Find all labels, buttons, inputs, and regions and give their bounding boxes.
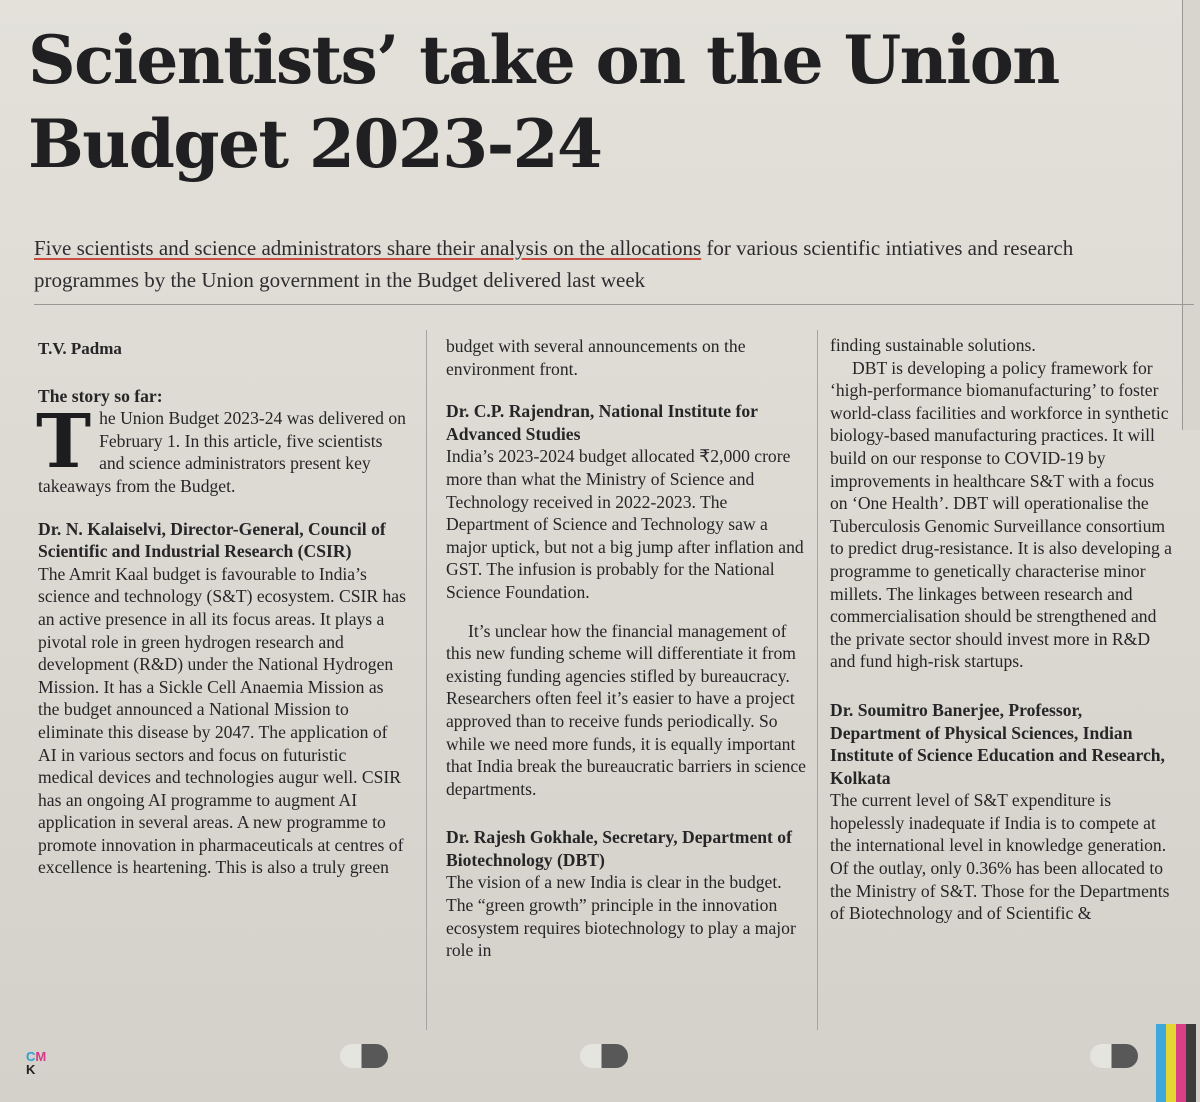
- headline: Scientists’ take on the Union Budget 2023-24: [28, 21, 1059, 183]
- standfirst: [34, 232, 1174, 296]
- adjacent-page-edge: [1182, 0, 1200, 430]
- header-rule: [34, 304, 1194, 305]
- kalaiselvi-text: The Amrit Kaal budget is favourable to India’s science and technology (S&T) ecosystem. CSIR has an active presence in all its focus areas. It plays a pivotal role in green hydrogen research and development (R&D) under the National Hydrogen Mission. It has a Sickle Cell Anaemia Mission as the budget announced a National Mission to eliminate this disease by 2047. The application of AI in various sectors and focus on futuristic medical devices and technologies augur well. CSIR has an ongoing AI programme to augment AI application in several areas. A new programme to promote innovation in pharmaceuticals at centres of excellence is heartening. This is also a truly green: [38, 563, 406, 878]
- speaker-kalaiselvi: Dr. N. Kalaiselvi, Director-General, Council of Scientific and Industrial Research (CSIR): [38, 518, 386, 562]
- column-rule-1: [426, 330, 427, 1030]
- column-1: [38, 338, 406, 879]
- color-bar-yellow: [1166, 1024, 1176, 1102]
- press-tab-mark: [1090, 1044, 1138, 1068]
- color-bar-cyan: [1156, 1024, 1166, 1102]
- speaker-rajendran: Dr. C.P. Rajendran, National Institute for Advanced Studies: [446, 401, 758, 444]
- speaker-gokhale: Dr. Rajesh Gokhale, Secretary, Department of Biotechnology (DBT): [446, 827, 792, 870]
- banerjee-text: The current level of S&T expenditure is hopelessly inadequate if India is to compete at the international level in knowledge generation. Of the outlay, only 0.36% has been allocated to the Ministry of S&T. Those for the Departments of Biotechnology and of Scientific &: [830, 790, 1170, 924]
- column-2: [446, 335, 812, 962]
- rajendran-paragraph-1: India’s 2023-2024 budget allocated ₹2,000 crore more than what the Ministry of Science and Technology received in 2022-2023. The Department of Science and Technology saw a major uptick, but not a big jump after inflation and GST. The infusion is probably for the National Science Foundation.: [446, 446, 804, 602]
- gokhale-paragraph-1: The vision of a new India is clear in the budget. The “green growth” principle in the innovation ecosystem requires biotechnology to play a major role in: [446, 872, 796, 961]
- standfirst-underlined: Five scientists and science administrators share their analysis on the allocations: [34, 236, 702, 260]
- press-tab-mark: [340, 1044, 388, 1068]
- drop-cap: T: [36, 399, 92, 486]
- byline: T.V. Padma: [38, 339, 122, 358]
- registration-mark: CM K: [26, 1049, 47, 1077]
- standfirst-rest: for various scientific intiatives and research programmes by the Union government in the Budget delivered last week: [34, 236, 1074, 292]
- story-so-far-body: he Union Budget 2023-24 was delivered on February 1. In this article, five scientists and science administrators present key takeaways from the Budget.: [38, 408, 406, 496]
- column-rule-2: [817, 330, 818, 1030]
- color-bar-magenta: [1176, 1024, 1186, 1102]
- rajendran-paragraph-2: It’s unclear how the financial management of this new funding scheme will differentiate it from existing funding agencies stifled by bureaucracy. Researchers often feel it’s easier to have a project approved than to receive funds periodically. So while we need more funds, it is equally important that India break the bureaucratic barriers in science departments.: [446, 620, 806, 799]
- color-bar-black: [1186, 1024, 1196, 1102]
- press-tab-mark: [580, 1044, 628, 1068]
- story-so-far-text: [36, 399, 406, 497]
- story-so-far-label: The story so far:: [38, 385, 163, 406]
- gokhale-paragraph-2: DBT is developing a policy framework for ‘high-performance biomanufacturing’ to foster world-class facilities and workforce in synthetic biology-based manufacturing practices. It will build on our response to COVID-19 by improvements in healthcare S&T with a focus on ‘One Health’. DBT will operationalise the Tuberculosis Genomic Surveillance consortium to predict drug-resistance. It is also developing a programme to genetically characterise minor millets. The linkages between research and commercialisation should be strengthened and the private sector should invest more in R&D and fund high-risk startups.: [830, 357, 1172, 672]
- column-3: [830, 334, 1174, 925]
- speaker-banerjee: Dr. Soumitro Banerjee, Professor, Department of Physical Sciences, Indian Institute of Science Education and Research, Kolkata: [830, 699, 1165, 788]
- kalaiselvi-continued: budget with several announcements on the environment front.: [446, 336, 746, 379]
- gokhale-paragraph-1-continued: finding sustainable solutions.: [830, 335, 1036, 355]
